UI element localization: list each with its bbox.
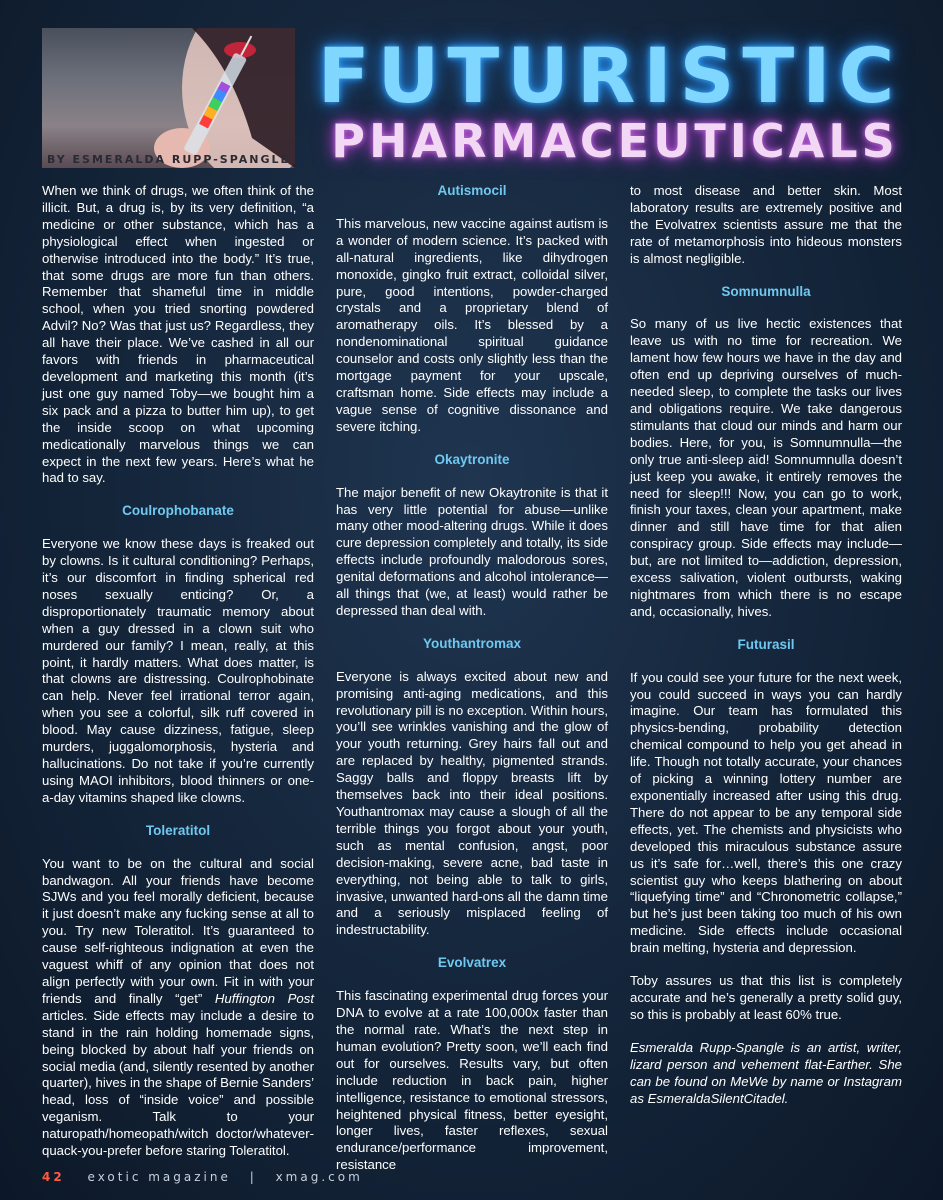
page-subtitle: PHARMACEUTICALS: [331, 114, 899, 168]
section-heading: Okaytronite: [434, 451, 510, 467]
section-heading: Evolvatrex: [437, 955, 507, 971]
body-paragraph: Everyone we know these days is freaked out by clowns. Is it cultural conditioning? Perhaps, it’s our discomfort in finding spherical red noses sexually enticing? Or, a disproportionately traumatic memory about when a guy dressed in a clown suit who murdered our family? I mean, really, at this point, it hardly matters. What does matter, is that clowns are distressing. Coulrophobinate can help. Never feel irrational terror again, when you see a colorful, silk ruff covered in blood. May cause dizziness, fatigue, sleep murders, juggalomorphosis, hysteria and hallucinations. Do not take if you’re currently using MAOI inhibitors, blood thinners or one-a-day vitamins shaped like clowns.: [42, 536, 314, 805]
body-paragraph: The major benefit of new Okaytronite is that it has very little potential for abuse—unlike many other mood-altering drugs. While it does cure depression completely and totally, its side effects include profoundly malodorous sores, genital deformations and alcohol intolerance—all things that (we, at least) would rather be depressed than deal with.: [336, 484, 608, 618]
article-columns: [42, 183, 902, 1173]
body-paragraph: If you could see your future for the next week, you could succeed in ways you can hardly imagine. Our team has formulated this physics-bending, probability detection chemical compound to help you get ahead in life. Though not totally accurate, your chances of picking a winning lottery number are exponentially increased after using this drug. There do not appear to be any temporal side effects, yet. The chemists and physicists who developed this miraculous substance assure us it’s safe for…well, there’s this one crazy scientist guy who keeps blathering on about “liquefying time” and “Chronometric collapse,” but he’s just been taking too much of his own medicine. Side effects include occasional brain melting, hysteria and depression.: [630, 669, 902, 956]
hero-photo: [42, 28, 295, 168]
page-number: 42: [42, 1170, 65, 1184]
paragraph-text: articles. Side effects may include a desire to stand in the rain holding homemade signs, being blocked by about half your friends on social media (and, silently resented by another quarter), hives in the shape of Bernie Sanders’ head, loss of “inside voice” and possible veganism. Talk to your naturopath/homeopath/witch doctor/whatever-quack-you-prefer before staring Toleratitol.: [42, 1007, 314, 1159]
body-paragraph: So many of us live hectic existences that leave us with no time for recreation. We lament how few hours we have in the day and often end up depriving ourselves of much-needed sleep, to complete the tasks our lives and obligations require. We take dangerous stimulants that cloud our minds and harm our bodies. Here, for you, is Somnumnulla—the only true anti-sleep aid! Somnumnulla doesn’t just keep you awake, it entirely removes the need for sleep!!! Now, you can go to work, finish your taxes, clean your apartment, make dinner and still have time for that alien conspiracy group. Side effects may include—but, are not limited to—addiction, depression, excess salivation, violent outbursts, waking nightmares from which there is no escape and, occasionally, hives.: [630, 316, 902, 619]
section-heading: Somnumnulla: [721, 283, 811, 299]
publication-name: Huffington Post: [214, 990, 314, 1006]
footer-separator: |: [249, 1170, 257, 1184]
body-paragraph: This fascinating experimental drug forces your DNA to evolve at a rate 100,000x faster than the normal rate. What’s the next step in human evolution? Pretty soon, we’ll each find out for ourselves. Results vary, but often include reduction in back pain, higher intelligence, resistance to emotional stressors, heightened physical fitness, better eyesight, longer lives, faster reflexes, sexual endurance/performance improvement, resistance: [336, 988, 608, 1173]
section-heading: Coulrophobanate: [122, 503, 234, 519]
column-1: [42, 183, 314, 1159]
column-2: [336, 183, 608, 1173]
body-paragraph: to most disease and better skin. Most laboratory results are extremely positive and the Evolvatrex scientists assure me that the rate of metamorphosis into hideous monsters is almost negligible.: [630, 183, 902, 266]
author-bio: Esmeralda Rupp-Spangle is an artist, writer, lizard person and vehement flat-Earther. She can be found on MeWe by name or Instagram as EsmeraldaSilentCitadel.: [630, 1039, 902, 1106]
section-heading: Autismocil: [437, 183, 507, 198]
column-3: [630, 183, 902, 1143]
closing-paragraph: Toby assures us that this list is completely accurate and he’s generally a pretty solid guy, so this is probably at least 60% true.: [630, 973, 902, 1022]
body-paragraph: [42, 856, 314, 1160]
paragraph-text: You want to be on the cultural and social bandwagon. All your friends have become SJWs and you feel morally deficient, because it just doesn’t make any fucking sense at all to you. Try new Toleratitol. It’s guaranteed to cause self-righteous indignation at even the vaguest whiff of any opinion that does not align perfectly with your own. Fit in with your friends and finally “get”: [42, 855, 314, 1006]
syringe-illustration: [42, 28, 295, 168]
section-heading: Youthantromax: [422, 635, 521, 651]
body-paragraph: Everyone is always excited about new and promising anti-aging medications, and this revolutionary pill is no exception. Within hours, you’ll see wrinkles vanishing and the glow of your youth returning. Grey hairs fall out and are replaced by healthy, pigmented strands. Saggy balls and floppy breasts lift by themselves back into their ideal positions. Youthantromax may cause a slough of all the terrible things you forgot about your youth, such as mental confusion, angst, poor decision-making, severe acne, bad taste in everything, not being able to talk to girls, invasive, unwanted hard-ons all the damn time and a seriously misplaced feeling of indestructability.: [336, 668, 608, 938]
page-title: FUTURISTIC: [317, 31, 903, 120]
section-heading: Toleratitol: [145, 822, 211, 838]
byline: BY ESMERALDA RUPP-SPANGLE: [46, 153, 291, 166]
site-url: xmag.com: [275, 1170, 363, 1184]
magazine-name: exotic magazine: [87, 1170, 231, 1184]
section-heading: Futurasil: [737, 636, 795, 652]
intro-paragraph: When we think of drugs, we often think of the illicit. But, a drug is, by its very definition, “a medicine or other substance, which has a physiological effect when ingested or otherwise introduced into the body.” It’s true, that some drugs are more fun than others. Remember that shameful time in middle school, when you tried snorting powdered Advil? No? Was that just us? Regardless, they all have their place. We’ve cashed in all our favors with friends in pharmaceutical development and marketing this month (it’s just one guy named Toby—we bought him a six pack and a pizza to butter him up), to get the inside scoop on what upcoming medicationally marvelous things we can expect in the next few years. Here’s what he had to say.: [42, 183, 314, 486]
body-paragraph: This marvelous, new vaccine against autism is a wonder of modern science. It’s packed with all-natural ingredients, like dihydrogen monoxide, gingko fruit extract, colloidal silver, pure, good intentions, powder-charged crystals and a proprietary blend of aromatherapy oils. It’s blessed by a nondenominational spiritual guidance counselor and costs only slightly less than the mortgage payment for your upscale, craftsman home. Side effects may include a vague sense of cognitive dissonance and severe itching.: [336, 215, 608, 434]
page-footer: [42, 1170, 363, 1184]
